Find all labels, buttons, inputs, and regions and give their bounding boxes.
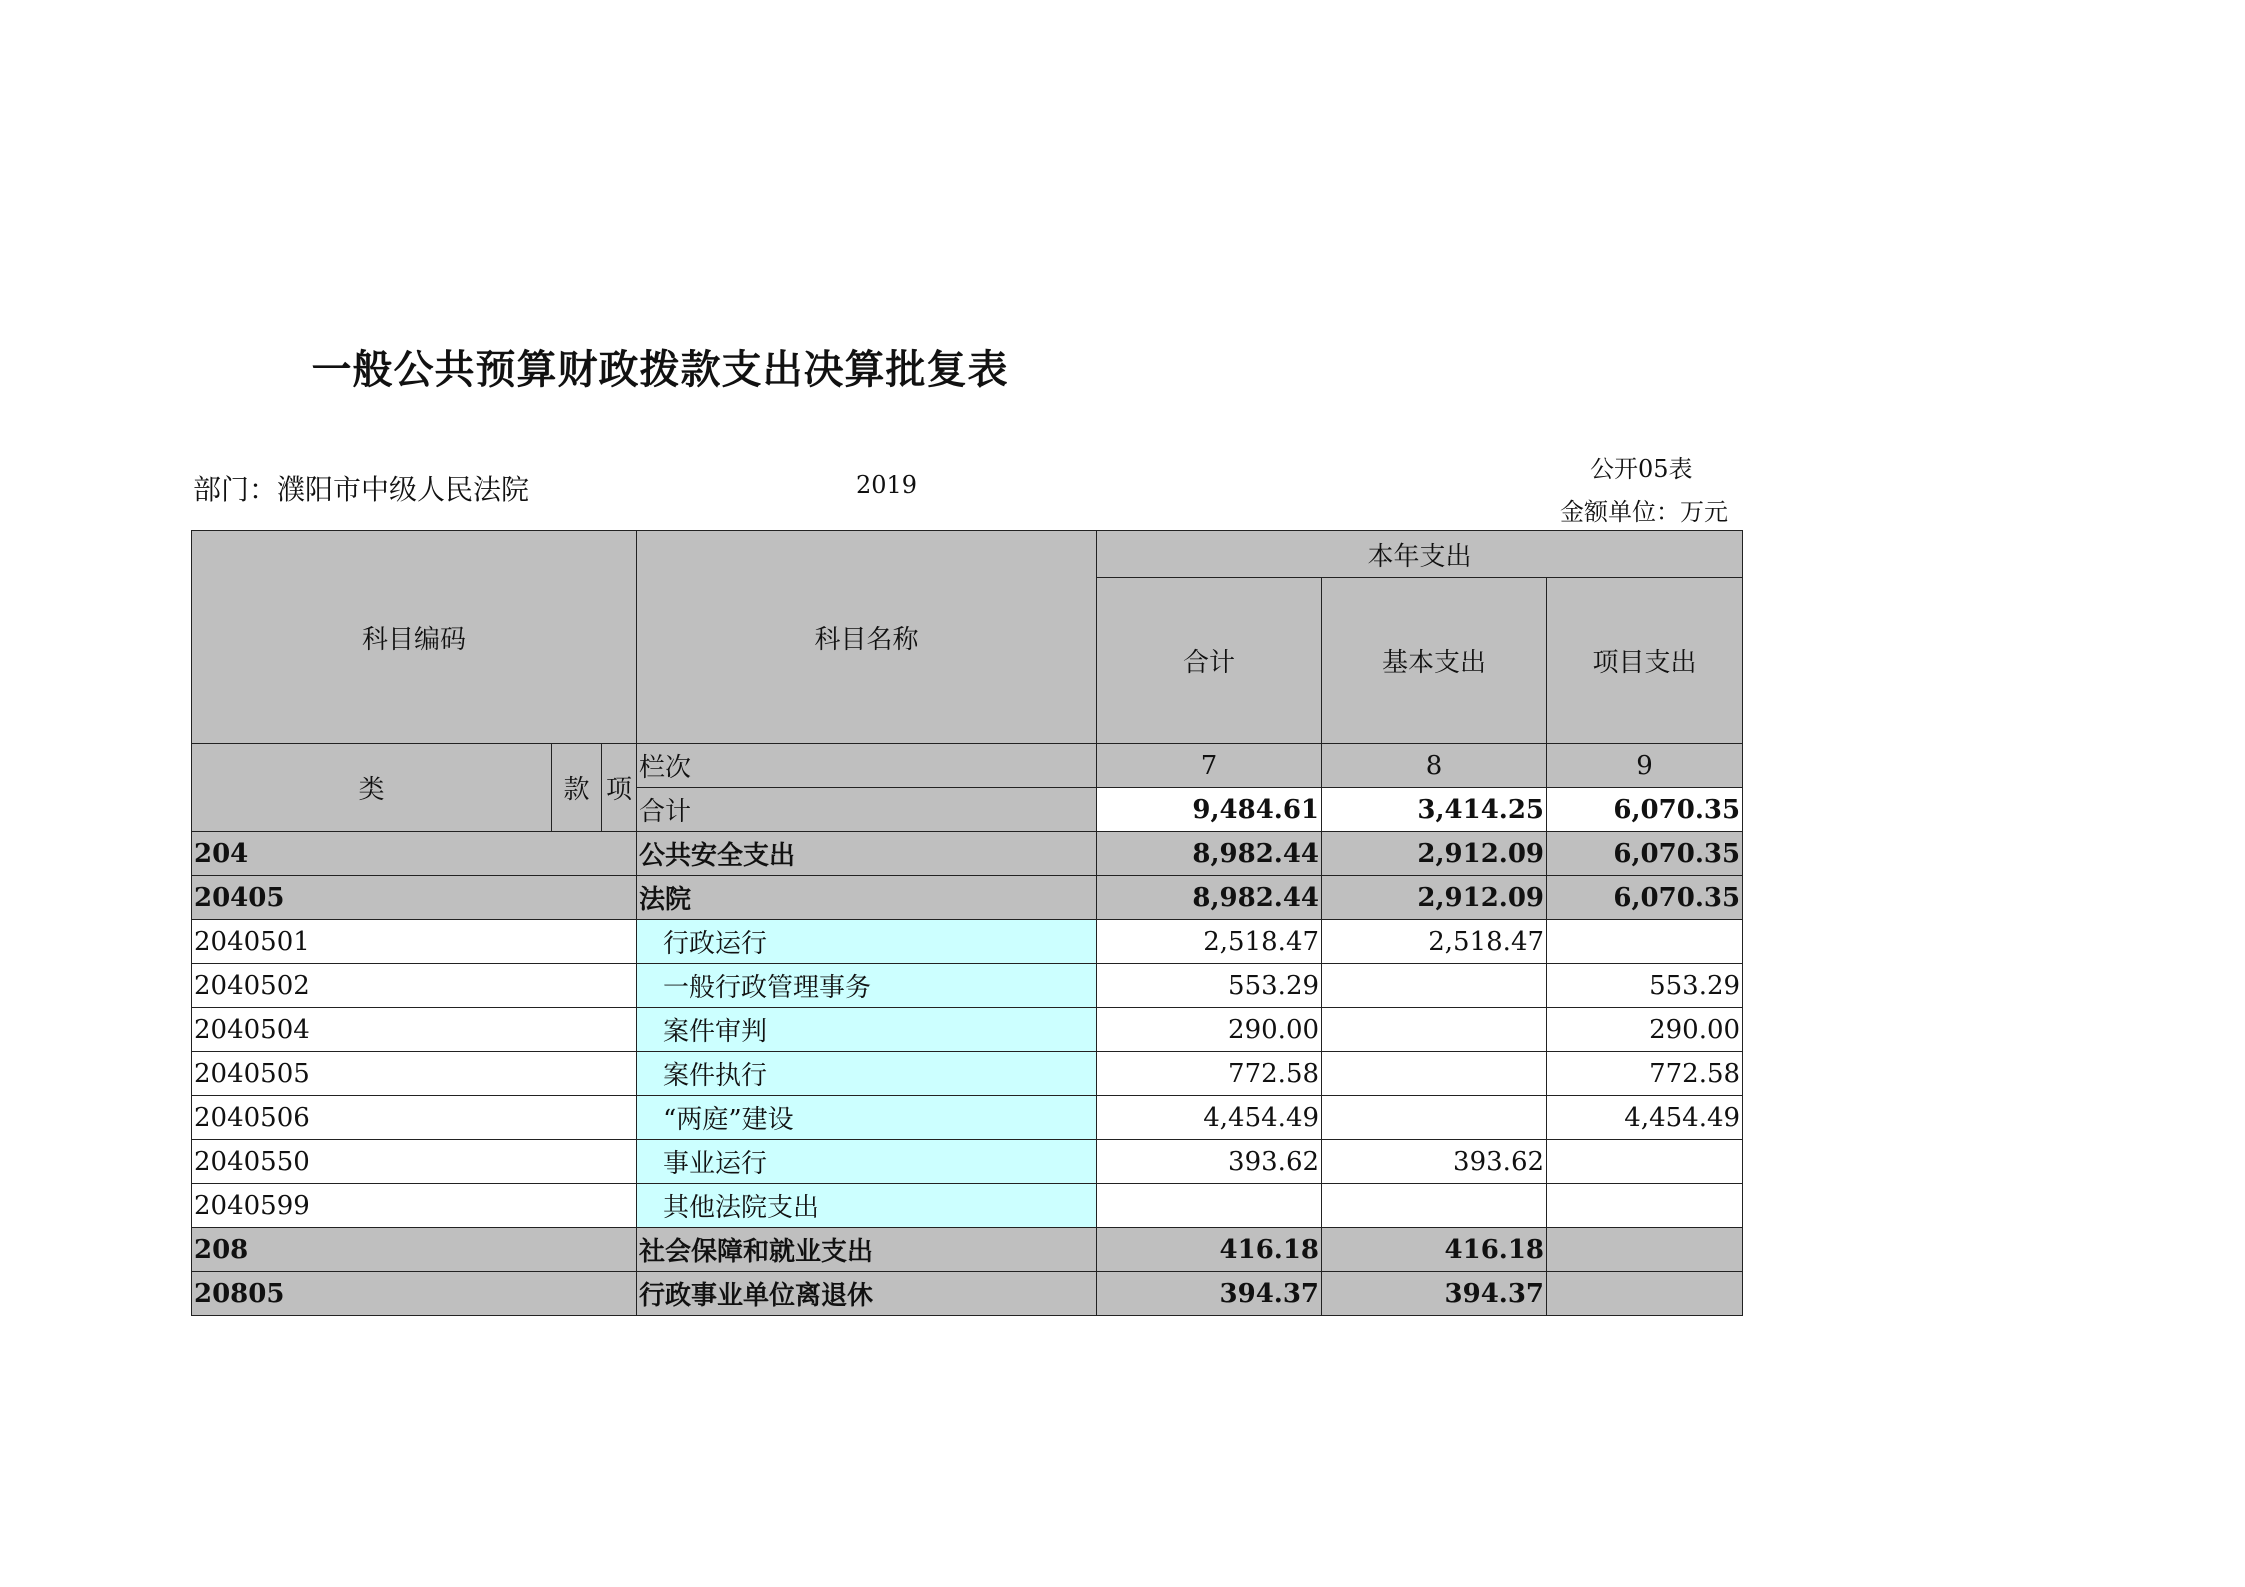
row-total: 393.62 xyxy=(1097,1140,1322,1184)
col-7: 7 xyxy=(1097,744,1322,788)
header-project: 项目支出 xyxy=(1547,578,1743,744)
table-row xyxy=(192,1096,1743,1140)
row-total: 394.37 xyxy=(1097,1272,1322,1316)
row-name: 法院 xyxy=(637,876,1097,920)
row-code: 2040505 xyxy=(192,1052,637,1096)
header-kuan: 款 xyxy=(552,744,602,832)
year-label: 2019 xyxy=(856,471,918,499)
row-project: 4,454.49 xyxy=(1547,1096,1743,1140)
row-total: 553.29 xyxy=(1097,964,1322,1008)
table-row xyxy=(192,1272,1743,1316)
row-total xyxy=(1097,1184,1322,1228)
row-basic: 2,912.09 xyxy=(1322,832,1547,876)
row-name: 事业运行 xyxy=(637,1140,1097,1184)
header-total: 合计 xyxy=(1097,578,1322,744)
row-basic: 393.62 xyxy=(1322,1140,1547,1184)
row-code: 2040501 xyxy=(192,920,637,964)
row-code: 2040599 xyxy=(192,1184,637,1228)
header-name: 科目名称 xyxy=(637,531,1097,744)
row-basic xyxy=(1322,1184,1547,1228)
table-row xyxy=(192,1184,1743,1228)
row-name: 公共安全支出 xyxy=(637,832,1097,876)
grand-project: 6,070.35 xyxy=(1547,788,1743,832)
table-row xyxy=(192,1052,1743,1096)
header-lei: 类 xyxy=(192,744,552,832)
row-project xyxy=(1547,1272,1743,1316)
table-row xyxy=(192,1228,1743,1272)
row-name: 其他法院支出 xyxy=(637,1184,1097,1228)
row-basic xyxy=(1322,964,1547,1008)
row-project: 772.58 xyxy=(1547,1052,1743,1096)
row-name: 行政运行 xyxy=(637,920,1097,964)
page-title: 一般公共预算财政拨款支出决算批复表 xyxy=(311,347,1009,393)
header-heji: 合计 xyxy=(637,788,1097,832)
row-project: 290.00 xyxy=(1547,1008,1743,1052)
table-row xyxy=(192,876,1743,920)
row-total: 290.00 xyxy=(1097,1008,1322,1052)
row-code: 2040550 xyxy=(192,1140,637,1184)
header-lanci: 栏次 xyxy=(637,744,1097,788)
table-row xyxy=(192,1008,1743,1052)
row-name: 案件执行 xyxy=(637,1052,1097,1096)
row-total: 8,982.44 xyxy=(1097,876,1322,920)
grand-total: 9,484.61 xyxy=(1097,788,1322,832)
row-project: 6,070.35 xyxy=(1547,876,1743,920)
row-basic xyxy=(1322,1052,1547,1096)
row-code: 2040504 xyxy=(192,1008,637,1052)
budget-table xyxy=(191,530,1743,1316)
row-name: 行政事业单位离退休 xyxy=(637,1272,1097,1316)
row-total: 4,454.49 xyxy=(1097,1096,1322,1140)
row-basic: 394.37 xyxy=(1322,1272,1547,1316)
header-xiang: 项 xyxy=(602,744,637,832)
row-code: 20405 xyxy=(192,876,637,920)
row-total: 772.58 xyxy=(1097,1052,1322,1096)
row-total: 416.18 xyxy=(1097,1228,1322,1272)
grand-basic: 3,414.25 xyxy=(1322,788,1547,832)
header-current-year: 本年支出 xyxy=(1097,531,1743,578)
row-basic xyxy=(1322,1096,1547,1140)
row-project xyxy=(1547,1228,1743,1272)
row-project xyxy=(1547,1184,1743,1228)
row-basic xyxy=(1322,1008,1547,1052)
row-code: 208 xyxy=(192,1228,637,1272)
row-basic: 2,912.09 xyxy=(1322,876,1547,920)
row-basic: 416.18 xyxy=(1322,1228,1547,1272)
row-total: 2,518.47 xyxy=(1097,920,1322,964)
row-project xyxy=(1547,920,1743,964)
row-code: 204 xyxy=(192,832,637,876)
table-row xyxy=(192,832,1743,876)
row-total: 8,982.44 xyxy=(1097,832,1322,876)
header-code: 科目编码 xyxy=(192,531,637,744)
row-name: “两庭”建设 xyxy=(637,1096,1097,1140)
row-basic: 2,518.47 xyxy=(1322,920,1547,964)
row-code: 2040502 xyxy=(192,964,637,1008)
header-basic: 基本支出 xyxy=(1322,578,1547,744)
amount-unit: 金额单位：万元 xyxy=(1560,498,1728,526)
form-number: 公开05表 xyxy=(1590,455,1693,483)
row-name: 社会保障和就业支出 xyxy=(637,1228,1097,1272)
row-project: 553.29 xyxy=(1547,964,1743,1008)
department-label: 部门：濮阳市中级人民法院 xyxy=(193,473,530,506)
table-row xyxy=(192,1140,1743,1184)
row-code: 2040506 xyxy=(192,1096,637,1140)
row-name: 一般行政管理事务 xyxy=(637,964,1097,1008)
row-project xyxy=(1547,1140,1743,1184)
col-9: 9 xyxy=(1547,744,1743,788)
row-name: 案件审判 xyxy=(637,1008,1097,1052)
table-row xyxy=(192,964,1743,1008)
col-8: 8 xyxy=(1322,744,1547,788)
table-row xyxy=(192,920,1743,964)
row-code: 20805 xyxy=(192,1272,637,1316)
row-project: 6,070.35 xyxy=(1547,832,1743,876)
